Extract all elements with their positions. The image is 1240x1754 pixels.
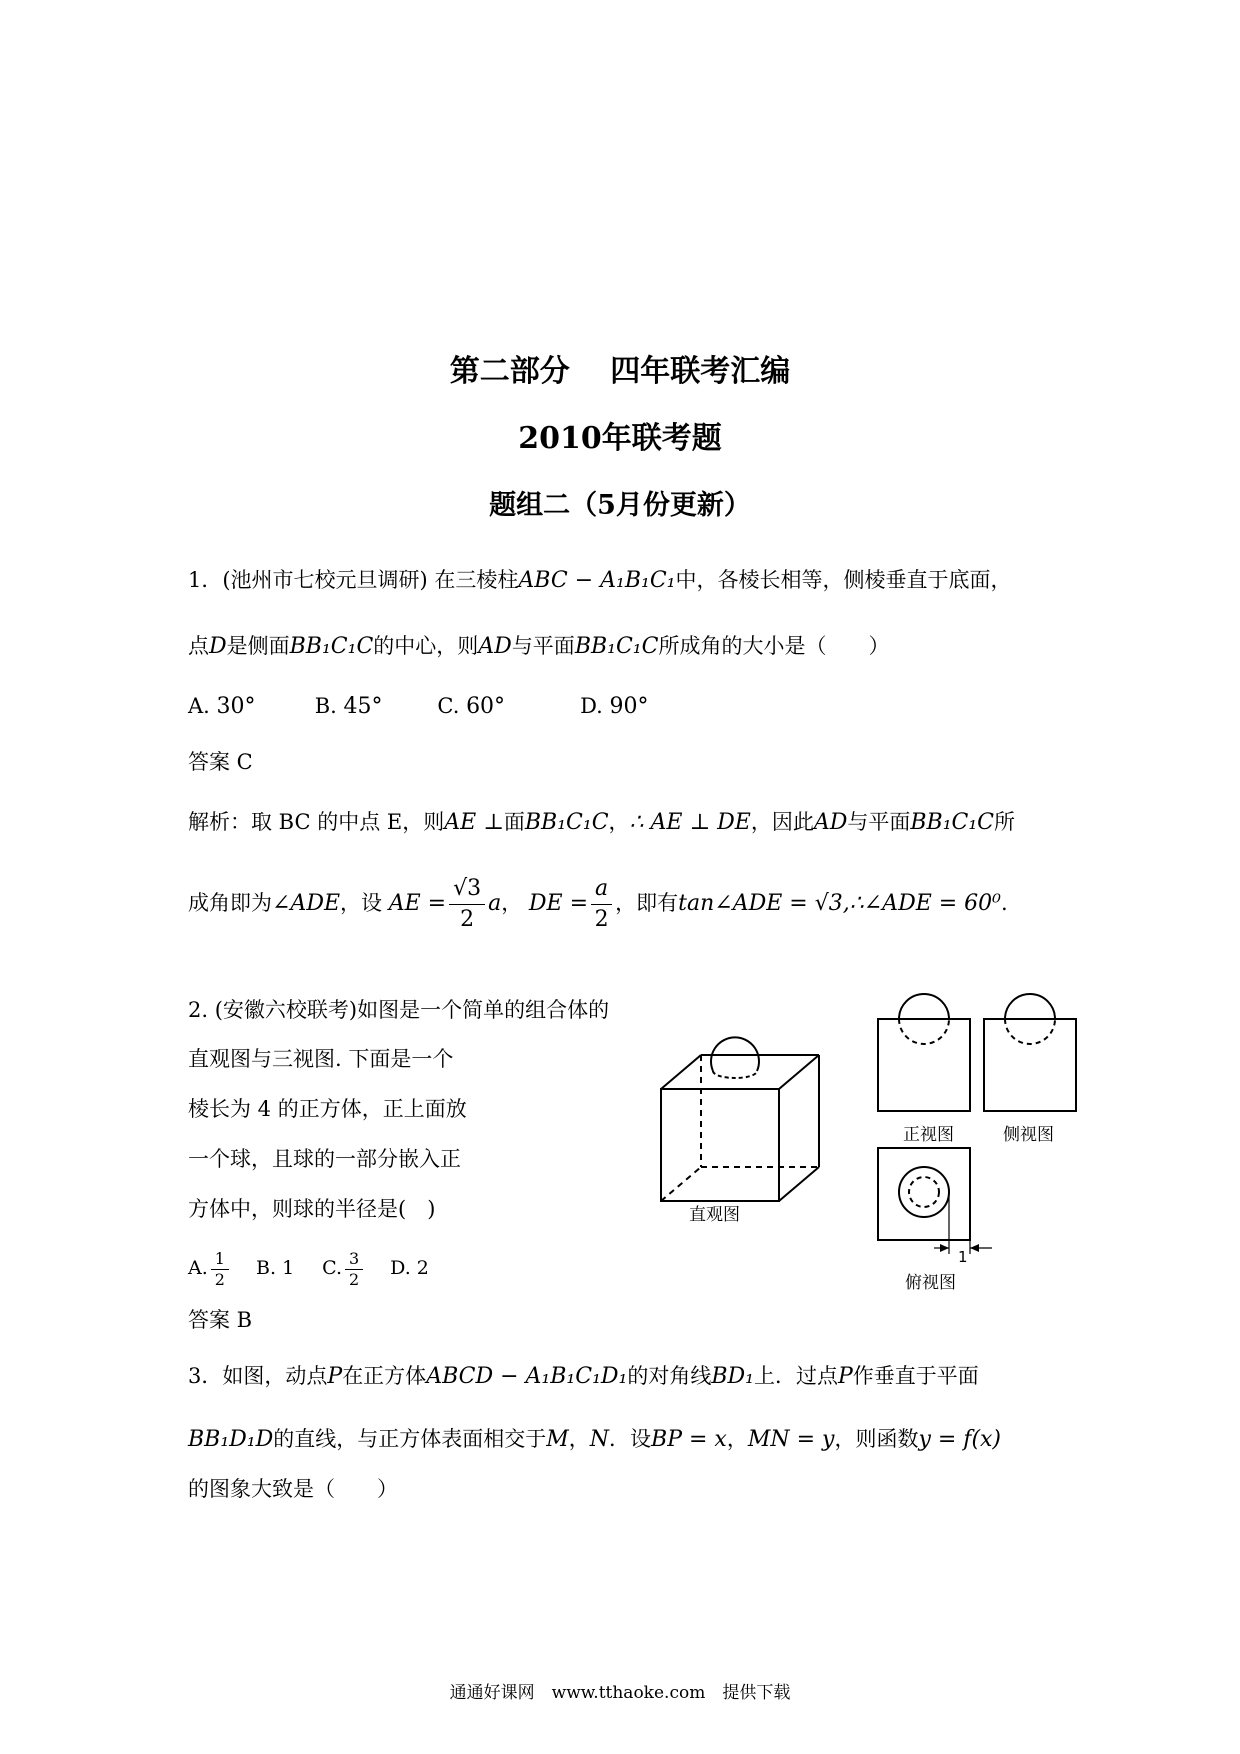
q1-option-d: D. 90° bbox=[580, 694, 649, 719]
top-view-figure bbox=[874, 1144, 1014, 1264]
front-view-figure bbox=[874, 985, 974, 1115]
side-view-label: 侧视图 bbox=[1003, 1125, 1054, 1145]
q2-line4: 一个球，且球的一部分嵌入正 bbox=[188, 1147, 461, 1171]
year-title: 2010年联考题 bbox=[518, 421, 722, 456]
intuitive-view-figure bbox=[655, 1025, 815, 1215]
q2-line3: 棱长为 4 的正方体，正上面放 bbox=[188, 1097, 467, 1121]
q1-answer: 答案 C bbox=[188, 750, 253, 774]
front-view-label: 正视图 bbox=[903, 1125, 954, 1145]
fraction-sqrt3-over-2: $\frac{√3}{2}$ bbox=[449, 874, 485, 935]
q1-solution-line1: 解析：取 BC 的中点 E，则AE ⊥面BB₁C₁C，∴ AE ⊥ DE，因此AD与平面BB₁C₁C所 bbox=[188, 810, 1016, 835]
q1-line2: 点D是侧面BB₁C₁C的中心，则AD与平面BB₁C₁C所成角的大小是（ ） bbox=[188, 634, 890, 659]
intuitive-view-label: 直观图 bbox=[689, 1205, 740, 1225]
q1-line1: 1．(池州市七校元旦调研) 在三棱柱ABC − A₁B₁C₁中，各棱长相等，侧棱垂直于底面， bbox=[188, 568, 1012, 593]
q2-line5: 方体中，则球的半径是( ) bbox=[188, 1197, 436, 1221]
q2-options bbox=[188, 1240, 429, 1296]
q2-option-c: C. $\frac{3}{2}$ bbox=[322, 1240, 384, 1296]
q1-solution-line2: 成角即为∠ADE，设 AE = $\frac{√3}{2}$ a， DE = $\frac{a}{2}$ ，即有tan∠ADE = √3,∴∠ADE = 60⁰. bbox=[188, 868, 1008, 938]
q2-line2: 直观图与三视图. 下面是一个 bbox=[188, 1047, 454, 1071]
q2-option-d: D. 2 bbox=[390, 1257, 429, 1279]
group-title: 题组二（5月份更新） bbox=[489, 490, 751, 521]
q3-line2: BB₁D₁D的直线，与正方体表面相交于M，N．设BP = x，MN = y，则函数y = f(x) bbox=[188, 1427, 1002, 1452]
fraction-a-over-2: $\frac{a}{2}$ bbox=[591, 874, 612, 935]
q2-option-a: A. $\frac{1}{2}$ bbox=[188, 1240, 250, 1296]
q1-option-a: A. 30° bbox=[188, 694, 256, 719]
q3-line3: 的图象大致是（ ） bbox=[188, 1477, 398, 1501]
q1-option-b: B. 45° bbox=[314, 694, 383, 719]
q1-options bbox=[188, 692, 649, 721]
q1-option-c: C. 60° bbox=[437, 694, 506, 719]
side-view-figure bbox=[980, 985, 1080, 1115]
q2-answer: 答案 B bbox=[188, 1308, 253, 1332]
q3-line1: 3．如图，动点P在正方体ABCD − A₁B₁C₁D₁的对角线BD₁上．过点P作垂直于平面 bbox=[188, 1364, 979, 1389]
footer-source: 通通好课网 www.tthaoke.com 提供下载 bbox=[449, 1683, 791, 1703]
top-view-label: 俯视图 bbox=[905, 1273, 956, 1293]
dimension-label: 1 bbox=[958, 1248, 968, 1266]
q2-line1: 2. (安徽六校联考)如图是一个简单的组合体的 bbox=[188, 998, 610, 1022]
part-title: 第二部分 四年联考汇编 bbox=[449, 354, 791, 389]
q2-option-b: B. 1 bbox=[256, 1257, 295, 1279]
